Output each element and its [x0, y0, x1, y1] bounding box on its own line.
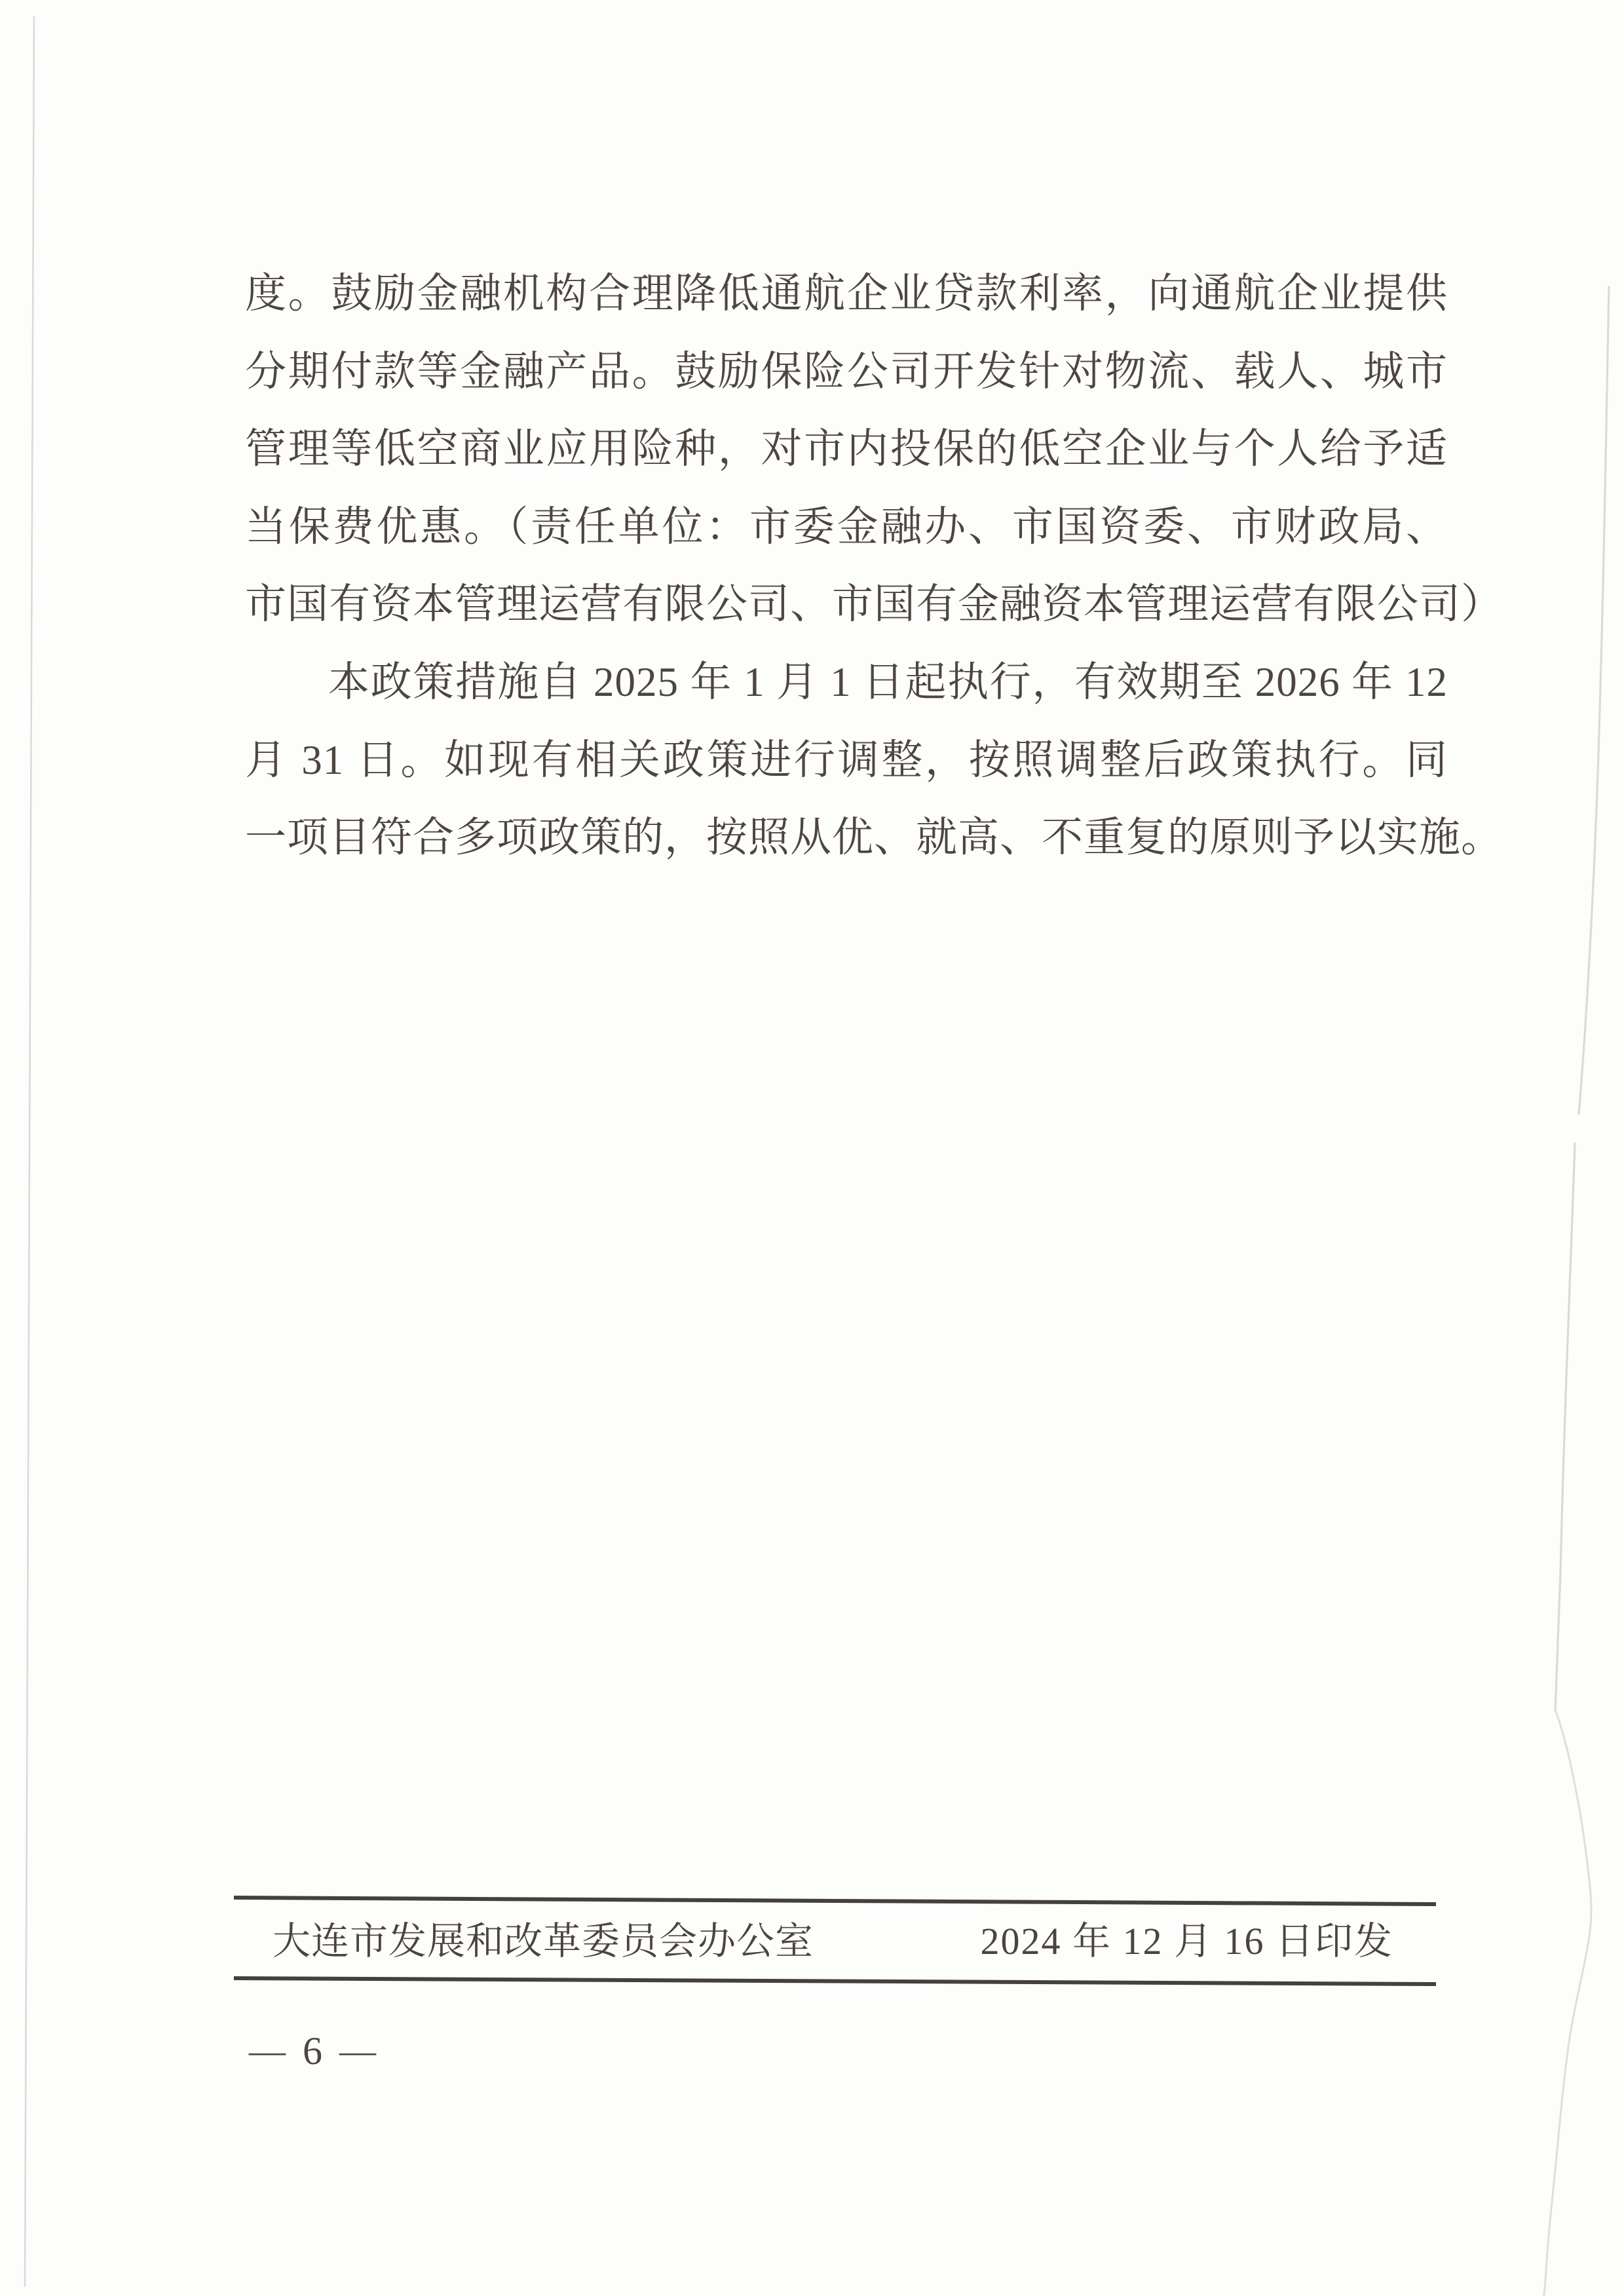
- body-line: 市国有资本管理运营有限公司、市国有金融资本管理运营有限公司）: [245, 581, 1503, 628]
- page-number-dash-left: —: [249, 2031, 286, 2071]
- body-line: 月 31 日。如现有相关政策进行调整，按照调整后政策执行。同: [245, 737, 1448, 783]
- footer-issuer: 大连市发展和改革委员会办公室: [273, 1920, 814, 1962]
- body-line: 当保费优惠。（责任单位：市委金融办、市国资委、市财政局、: [245, 503, 1448, 550]
- body-line: 本政策措施自 2025 年 1 月 1 日起执行，有效期至 2026 年 12: [328, 659, 1448, 705]
- left-edge-line: [25, 16, 34, 2287]
- paper-crease: [1579, 287, 1609, 1114]
- footer-top-rule: [234, 1898, 1436, 1904]
- paper-crease: [1555, 1143, 1575, 1710]
- paper-crease: [1544, 1710, 1591, 2296]
- page-number: [249, 2027, 376, 2075]
- body-line: 一项目符合多项政策的，按照从优、就高、不重复的原则予以实施。: [245, 814, 1503, 861]
- body-line: 管理等低空商业应用险种，对市内投保的低空企业与个人给予适: [245, 426, 1448, 472]
- footer-bottom-rule: [234, 1978, 1436, 1984]
- document-body: [245, 255, 1503, 877]
- body-line: 度。鼓励金融机构合理降低通航企业贷款利率，向通航企业提供: [245, 271, 1448, 316]
- footer-print-date: 2024 年 12 月 16 日印发: [980, 1920, 1393, 1962]
- page-number-value: 6: [303, 2029, 322, 2073]
- page-number-dash-right: —: [339, 2031, 376, 2071]
- body-line: 分期付款等金融产品。鼓励保险公司开发针对物流、载人、城市: [245, 348, 1448, 394]
